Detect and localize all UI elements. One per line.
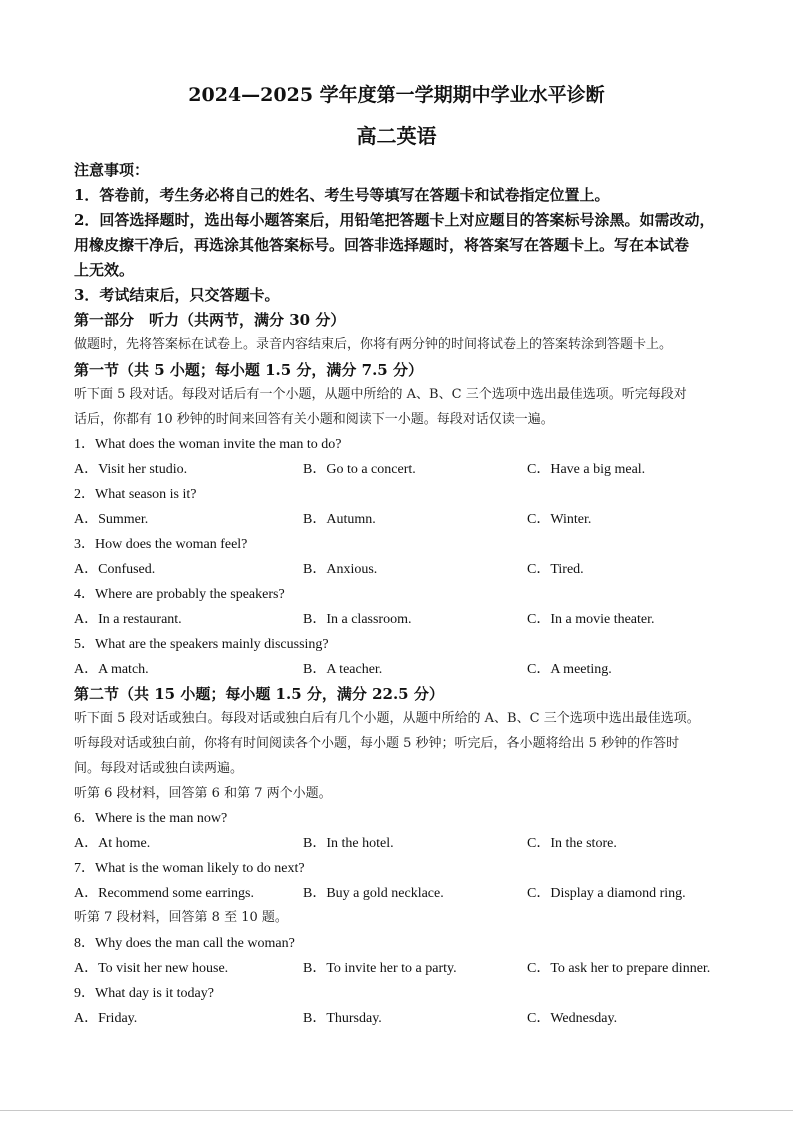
question-3-option-a: A．Confused. xyxy=(74,562,156,577)
part1-instruction: 做题时，先将答案标在试卷上。录音内容结束后，你将有两分钟的时间将试卷上的答案转涂到答题卡上。 xyxy=(74,337,673,352)
exam-title: 2024—2025 学年度第一学期期中学业水平诊断 xyxy=(188,84,605,106)
question-3-option-b: B．Anxious. xyxy=(303,562,378,577)
question-7: 7．What is the woman likely to do next? xyxy=(74,861,305,876)
notice-heading: 注意事项： xyxy=(74,161,150,179)
question-4-option-c: C．In a movie theater. xyxy=(527,612,655,627)
page-bottom-divider xyxy=(0,1110,793,1111)
notice-item-3: 3．考试结束后，只交答题卡。 xyxy=(74,286,280,304)
question-4: 4．Where are probably the speakers? xyxy=(74,587,285,602)
section2-instruction-line-3: 间。每段对话或独白读两遍。 xyxy=(74,761,244,776)
question-5-option-c: C．A meeting. xyxy=(527,662,612,677)
part1-heading: 第一部分 听力（共两节，满分 30 分） xyxy=(74,311,346,329)
question-6-option-b: B．In the hotel. xyxy=(303,836,394,851)
question-8-option-a: A．To visit her new house. xyxy=(74,961,229,976)
question-3: 3．How does the woman feel? xyxy=(74,537,248,552)
question-9-option-b: B．Thursday. xyxy=(303,1011,382,1026)
question-6-option-a: A．At home. xyxy=(74,836,151,851)
question-1: 1．What does the woman invite the man to do? xyxy=(74,437,342,452)
question-9-option-c: C．Wednesday. xyxy=(527,1011,618,1026)
question-4-option-b: B．In a classroom. xyxy=(303,612,412,627)
section1-heading: 第一节（共 5 小题；每小题 1.5 分，满分 7.5 分） xyxy=(74,361,423,379)
question-6-option-c: C．In the store. xyxy=(527,836,617,851)
section1-instruction-line-1: 听下面 5 段对话。每段对话后有一个小题，从题中所给的 A、B、C 三个选项中选出最佳选项。听完每段对 xyxy=(74,387,687,402)
section2-instruction-line-1: 听下面 5 段对话或独白。每段对话或独白后有几个小题，从题中所给的 A、B、C 三个选项中选出最佳选项。 xyxy=(74,711,700,726)
question-5: 5．What are the speakers mainly discussing? xyxy=(74,637,329,652)
notice-item-2-line-3: 上无效。 xyxy=(74,261,135,279)
question-7-option-c: C．Display a diamond ring. xyxy=(527,886,686,901)
material-6-prompt: 听第 6 段材料，回答第 6 和第 7 两个小题。 xyxy=(74,786,332,801)
question-1-option-a: A．Visit her studio. xyxy=(74,462,188,477)
question-1-option-b: B．Go to a concert. xyxy=(303,462,416,477)
question-2-option-b: B．Autumn. xyxy=(303,512,376,527)
question-2-option-a: A．Summer. xyxy=(74,512,149,527)
question-7-option-b: B．Buy a gold necklace. xyxy=(303,886,444,901)
question-6: 6．Where is the man now? xyxy=(74,811,228,826)
question-2-option-c: C．Winter. xyxy=(527,512,592,527)
section2-heading: 第二节（共 15 小题；每小题 1.5 分，满分 22.5 分） xyxy=(74,685,444,703)
notice-item-1: 1．答卷前，考生务必将自己的姓名、考生号等填写在答题卡和试卷指定位置上。 xyxy=(74,186,610,204)
question-9-option-a: A．Friday. xyxy=(74,1011,138,1026)
question-8-option-b: B．To invite her to a party. xyxy=(303,961,457,976)
exam-subject: 高二英语 xyxy=(356,124,437,148)
material-7-prompt: 听第 7 段材料，回答第 8 至 10 题。 xyxy=(74,910,288,925)
question-1-option-c: C．Have a big meal. xyxy=(527,462,646,477)
question-9: 9．What day is it today? xyxy=(74,986,214,1001)
notice-item-2-line-2: 用橡皮擦干净后，再选涂其他答案标号。回答非选择题时，将答案写在答题卡上。写在本试卷 xyxy=(74,236,690,254)
question-8-option-c: C．To ask her to prepare dinner. xyxy=(527,961,711,976)
question-4-option-a: A．In a restaurant. xyxy=(74,612,182,627)
question-3-option-c: C．Tired. xyxy=(527,562,584,577)
question-8: 8．Why does the man call the woman? xyxy=(74,936,295,951)
notice-item-2-line-1: 2．回答选择题时，选出每小题答案后，用铅笔把答题卡上对应题目的答案标号涂黑。如需改动， xyxy=(74,211,715,229)
section1-instruction-line-2: 话后，你都有 10 秒钟的时间来回答有关小题和阅读下一小题。每段对话仅读一遍。 xyxy=(74,412,554,427)
question-5-option-b: B．A teacher. xyxy=(303,662,383,677)
question-5-option-a: A．A match. xyxy=(74,662,149,677)
section2-instruction-line-2: 听每段对话或独白前，你将有时间阅读各个小题，每小题 5 秒钟；听完后，各小题将给出 5 秒钟的作答时 xyxy=(74,736,680,751)
question-7-option-a: A．Recommend some earrings. xyxy=(74,886,255,901)
question-2: 2．What season is it? xyxy=(74,487,197,502)
